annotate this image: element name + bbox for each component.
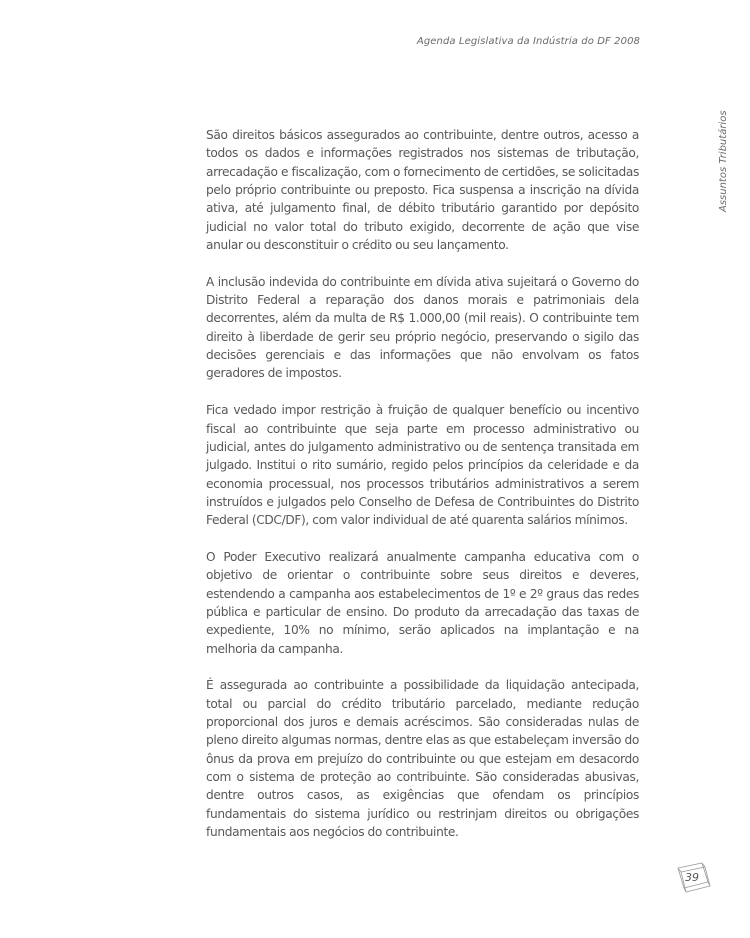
paragraph: A inclusão indevida do contribuinte em dívida ativa sujeitará o Governo do Distrito Federal a reparação dos danos morais e patrimoniais dela decorrentes, além da multa de R$ 1.000,00 (mil reais). O contribuinte tem direito à liberdade de gerir seu próprio negócio, preservando o sigilo das decisões gerenciais e das informações que não envolvam os fatos geradores de impostos.: [206, 274, 639, 381]
paragraph: O Poder Executivo realizará anualmente campanha educativa com o objetivo de orientar o contribuinte sobre seus direitos e deveres, estendendo a campanha aos estabelecimentos de 1º e 2º graus das redes pública e particular de ensino. Do produto da arrecadação das taxas de expediente, 10% no mínimo, serão aplicados na implantação e na melhoria da campanha.: [206, 549, 639, 656]
page-number-box: [674, 860, 714, 896]
paragraph: Fica vedado impor restrição à fruição de qualquer benefício ou incentivo fiscal ao contribuinte que seja parte em processo administrativo ou judicial, antes do julgamento administrativo ou de sentença transitada em julgado. Institui o rito sumário, regido pelos princípios da celeridade e da economia processual, nos processos tributários administrativos a serem instruídos e julgados pelo Conselho de Defesa de Contribuintes do Distrito Federal (CDC/DF), com valor individual de até quarenta salários mínimos.: [206, 403, 639, 528]
paragraph: São direitos básicos assegurados ao contribuinte, dentre outros, acesso a todos os dados e informações registrados nos sistemas de tributação, arrecadação e fiscalização, com o fornecimento de certidões, se solicitadas pelo próprio contribuinte ou preposto. Fica suspensa a inscrição na dívida ativa, até julgamento final, de débito tributário garantido por depósito judicial no valor total do tributo exigido, decorrente de ação que vise anular ou desconstituir o crédito ou seu lançamento.: [206, 128, 639, 253]
section-label: Assuntos Tributários: [718, 110, 729, 212]
running-header: Agenda Legislativa da Indústria do DF 2008: [416, 36, 640, 47]
body-text: [206, 126, 639, 860]
page-number: 39: [685, 871, 699, 884]
paragraph: É assegurada ao contribuinte a possibilidade da liquidação antecipada, total ou parcial do crédito tributário parcelado, mediante redução proporcional dos juros e demais acréscimos. São consideradas nulas de pleno direito algumas normas, dentre elas as que estabeleçam inversão do ônus da prova em prejuízo do contribuinte ou que estejam em desacordo com o sistema de proteção ao contribuinte. São consideradas abusivas, dentre outros casos, as exigências que ofendam os princípios fundamentais do sistema jurídico ou restrinjam direitos ou obrigações fundamentais aos negócios do contribuinte.: [206, 678, 639, 840]
